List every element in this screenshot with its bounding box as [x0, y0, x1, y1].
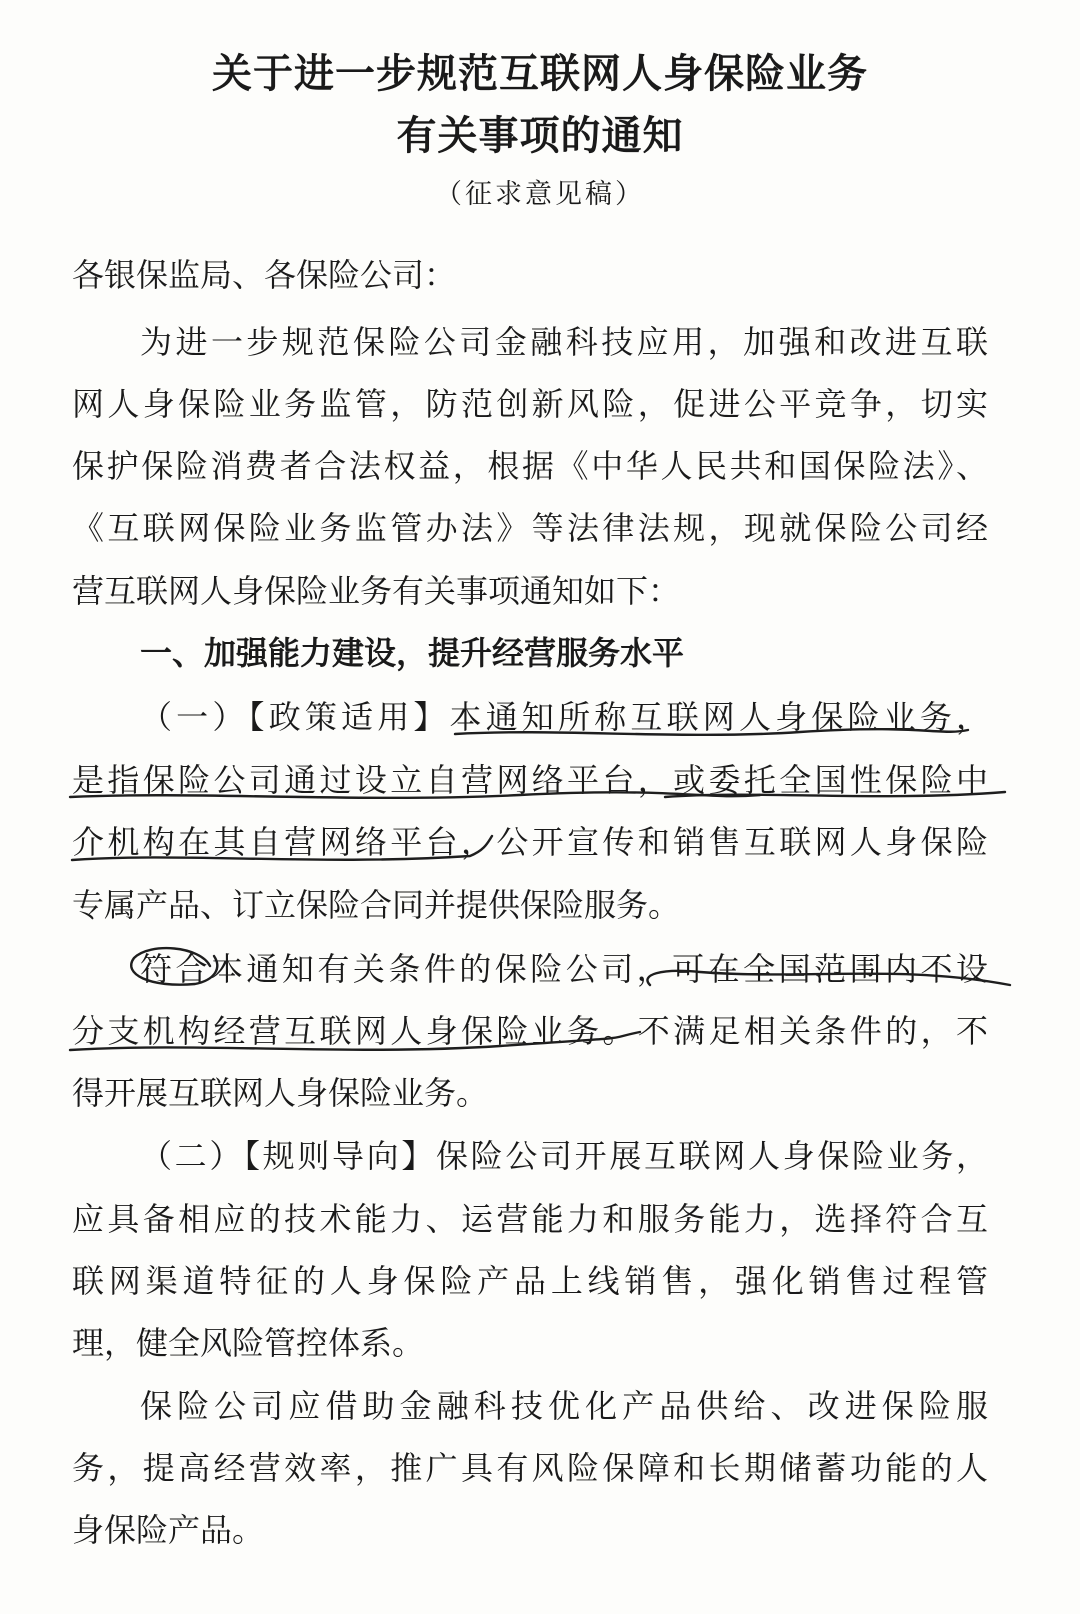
paragraph-line: 为进一步规范保险公司金融科技应用，加强和改进互联 [140, 323, 988, 361]
paragraph-line: 介机构在其自营网络平台，公开宣传和销售互联网人身保险 [72, 823, 988, 861]
paragraph-line: 网人身保险业务监管，防范创新风险，促进公平竞争，切实 [72, 385, 988, 423]
paragraph-line: 专属产品、订立保险合同并提供保险服务。 [72, 886, 681, 924]
document-title-line-2: 有关事项的通知 [396, 113, 684, 159]
paragraph-line: （二）【规则导向】保险公司开展互联网人身保险业务， [140, 1137, 988, 1175]
document-title-line-1: 关于进一步规范互联网人身保险业务 [212, 51, 868, 97]
paragraph-line: 务，提高经营效率，推广具有风险保障和长期储蓄功能的人 [72, 1449, 988, 1487]
document-subtitle: （征求意见稿） [435, 179, 645, 210]
paragraph-line: 得开展互联网人身保险业务。 [72, 1074, 489, 1112]
paragraph-line: 身保险产品。 [72, 1511, 265, 1549]
paragraph-line: 应具备相应的技术能力、运营能力和服务能力，选择符合互 [72, 1200, 988, 1238]
paragraph-line: 保险公司应借助金融科技优化产品供给、改进保险服 [140, 1387, 988, 1425]
paragraph-line: 理，健全风险管控体系。 [72, 1324, 425, 1362]
paragraph-line: 符合本通知有关条件的保险公司，可在全国范围内不设 [140, 950, 988, 988]
section-heading: 一、加强能力建设，提升经营服务水平 [140, 634, 685, 672]
paragraph-line: 是指保险公司通过设立自营网络平台，或委托全国性保险中 [72, 761, 988, 799]
paragraph-line: 营互联网人身保险业务有关事项通知如下： [72, 572, 681, 610]
paragraph-line: 分支机构经营互联网人身保险业务。不满足相关条件的，不 [72, 1012, 988, 1050]
paragraph-line: （一）【政策适用】本通知所称互联网人身保险业务， [140, 698, 988, 736]
paragraph-line: 《互联网保险业务监管办法》等法律法规，现就保险公司经 [72, 509, 988, 547]
paragraph-line: 保护保险消费者合法权益，根据《中华人民共和国保险法》、 [72, 447, 988, 485]
paragraph-line: 联网渠道特征的人身保险产品上线销售，强化销售过程管 [72, 1262, 988, 1300]
salutation: 各银保监局、各保险公司： [72, 256, 457, 294]
